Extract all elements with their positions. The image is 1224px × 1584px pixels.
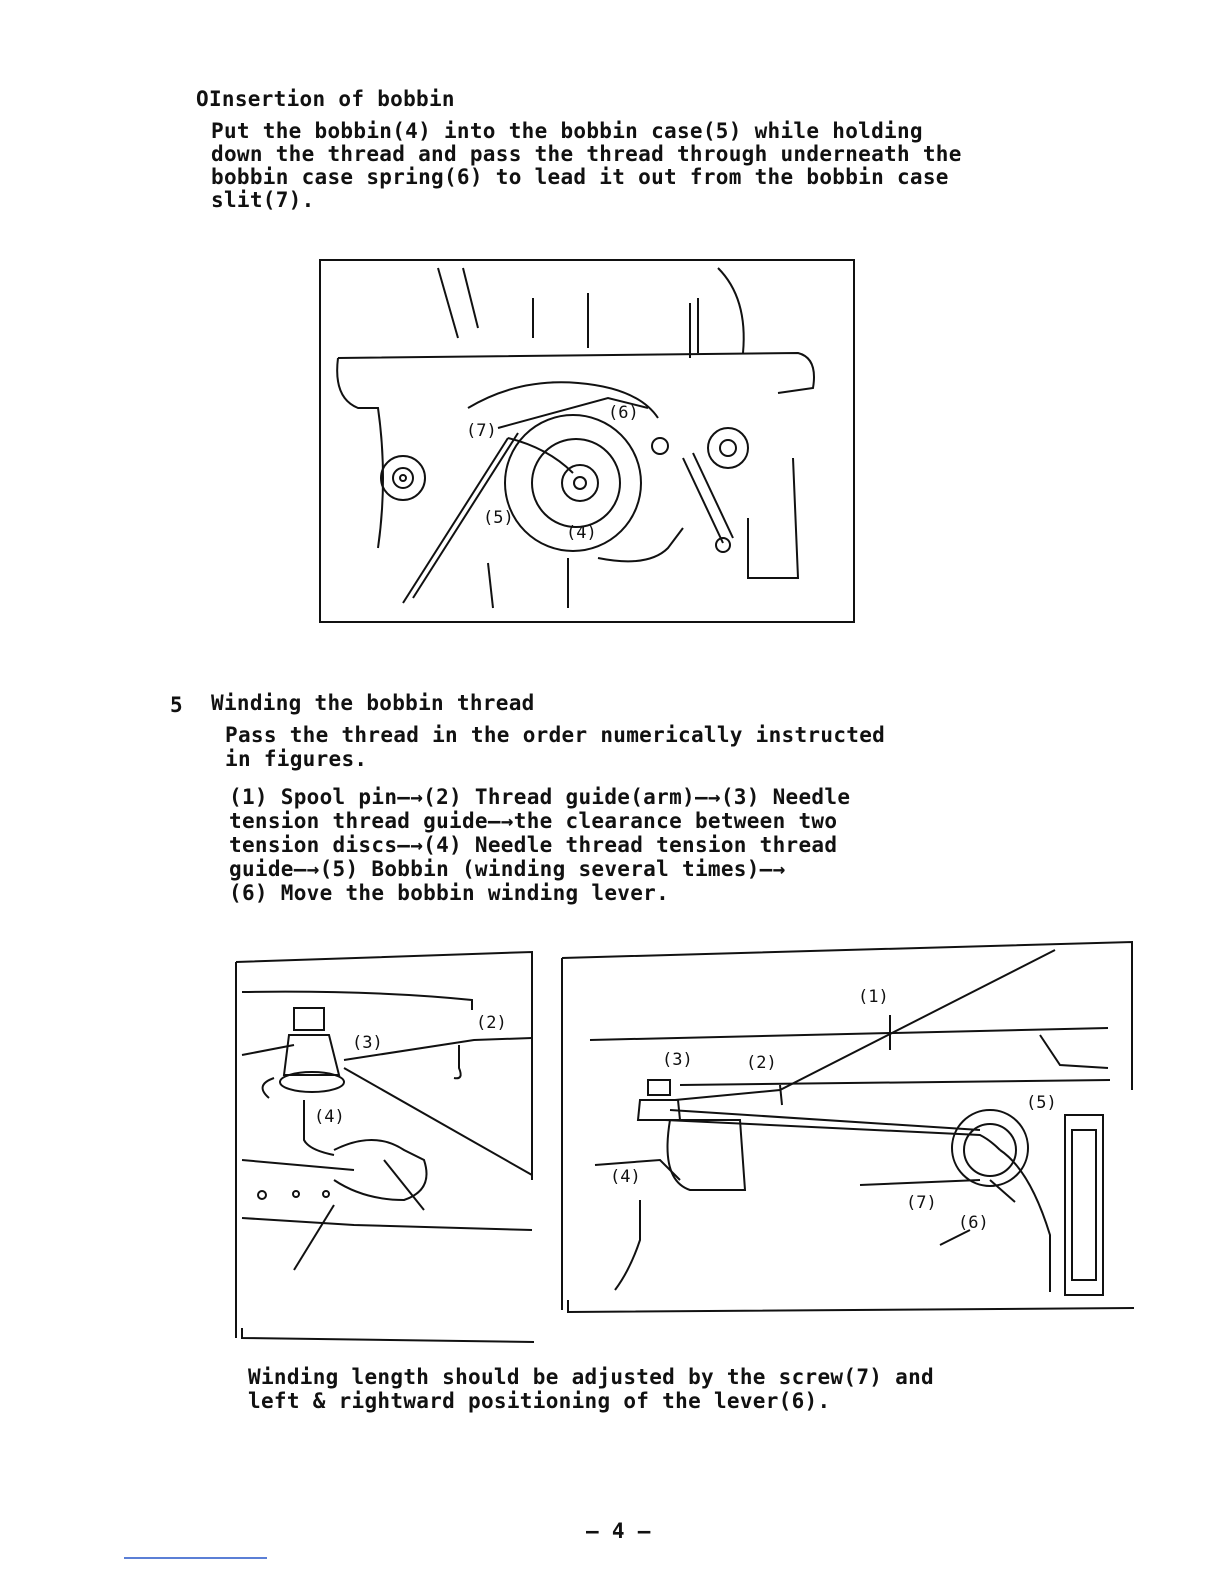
insertion-line-3: bobbin case spring(6) to lead it out from the bobbin case — [211, 165, 949, 189]
insertion-line-4: slit(7). — [211, 188, 315, 212]
winding-intro-2: in figures. — [225, 747, 368, 771]
thread-guide-figure — [234, 950, 536, 1344]
fig3-label-5: (5) — [1026, 1093, 1057, 1113]
winding-path-figure — [560, 940, 1136, 1314]
fig3-label-4: (4) — [610, 1167, 641, 1187]
fig1-label-4: (4) — [566, 523, 597, 543]
winding-step-3: tension discs—→(4) Needle thread tension thread — [229, 833, 838, 857]
winding-step-2: tension thread guide—→the clearance between two — [229, 809, 838, 833]
scan-edge-line — [124, 1557, 267, 1559]
page-number: — 4 — — [586, 1519, 651, 1543]
fig3-label-7: (7) — [906, 1193, 937, 1213]
fig2-label-3: (3) — [352, 1033, 383, 1053]
fig3-label-6: (6) — [958, 1213, 989, 1233]
fig2-label-2: (2) — [476, 1013, 507, 1033]
fig1-label-7: (7) — [466, 421, 497, 441]
fig3-label-2: (2) — [746, 1053, 777, 1073]
fig2-label-4: (4) — [314, 1107, 345, 1127]
insertion-line-1: Put the bobbin(4) into the bobbin case(5) while holding — [211, 119, 923, 143]
fig1-label-6: (6) — [608, 403, 639, 423]
fig1-label-5: (5) — [483, 508, 514, 528]
winding-number: 5 — [170, 693, 183, 717]
insertion-line-2: down the thread and pass the thread through underneath the — [211, 142, 962, 166]
winding-step-1: (1) Spool pin—→(2) Thread guide(arm)—→(3) Needle — [229, 785, 851, 809]
fig3-label-3: (3) — [662, 1050, 693, 1070]
winding-note-2: left & rightward positioning of the lever(6). — [248, 1389, 831, 1413]
insertion-heading: OInsertion of bobbin — [196, 87, 455, 111]
winding-step-4: guide—→(5) Bobbin (winding several times)—→ — [229, 857, 786, 881]
winding-step-5: (6) Move the bobbin winding lever. — [229, 881, 670, 905]
bobbin-case-figure — [318, 258, 858, 626]
winding-note-1: Winding length should be adjusted by the screw(7) and — [248, 1365, 934, 1389]
winding-heading: Winding the bobbin thread — [211, 691, 535, 715]
winding-intro-1: Pass the thread in the order numerically instructed — [225, 723, 886, 747]
fig3-label-1: (1) — [858, 987, 889, 1007]
